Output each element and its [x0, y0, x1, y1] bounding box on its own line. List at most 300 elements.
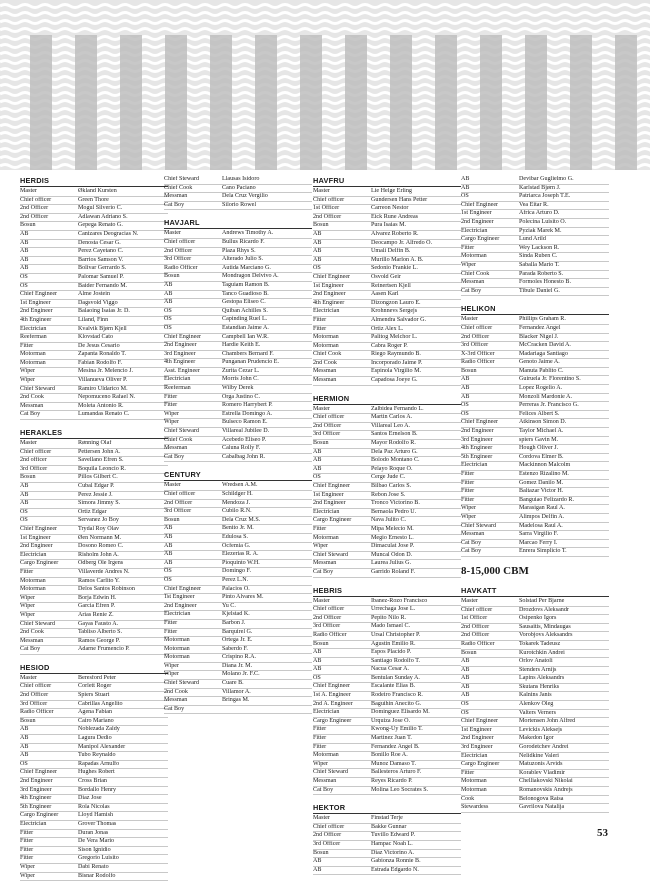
crew-name: Diana Jr. M.: [222, 662, 253, 669]
crew-row: [313, 615, 461, 624]
crew-row: [20, 629, 168, 638]
crew-rank: Chief Steward: [164, 428, 200, 435]
crew-rank: Messman: [461, 531, 485, 538]
crew-rank: Messman: [164, 697, 188, 704]
crew-row: [461, 710, 609, 719]
crew-rank: 2nd Engineer: [20, 778, 53, 784]
crew-section: [20, 428, 168, 655]
crew-row: [461, 778, 609, 787]
crew-row: [313, 248, 461, 257]
crew-rank: Radio Officer: [461, 640, 495, 647]
crew-name: Deocampo Jr. Alfredo O.: [371, 239, 433, 246]
crew-rank: 2nd Officer: [20, 213, 49, 220]
crew-row: [20, 483, 168, 492]
crew-name: Munoz Damaso T.: [371, 760, 416, 767]
crew-row: [461, 202, 609, 211]
crew-name: Sausaitis, Mindaugas: [519, 623, 571, 630]
crew-row: [461, 787, 609, 796]
crew-rank: Wiper: [461, 505, 476, 512]
crew-name: Ramos Carlito Y.: [78, 577, 120, 584]
crew-rank: 3rd Officer: [313, 431, 341, 438]
crew-rank: Wiper: [164, 662, 179, 669]
crew-rank: Fitter: [461, 479, 475, 486]
crew-row: [20, 621, 168, 630]
crew-name: Barrios Samson V.: [78, 256, 124, 263]
crew-row: [20, 517, 168, 526]
crew-rank: Cat Boy: [461, 287, 482, 294]
crew-name: Vorobjovs Aleksandrs: [519, 632, 573, 639]
crew-rank: Motorman: [461, 253, 487, 260]
crew-name: Andrews Timothy A.: [222, 230, 274, 237]
crew-row: [461, 624, 609, 633]
crew-row: [20, 873, 168, 882]
crew-name: Gabionza Ronnie B.: [371, 858, 421, 865]
crew-rank: Electrician: [313, 508, 340, 515]
crew-row: [164, 359, 312, 368]
crew-row: [164, 291, 312, 300]
crew-row: [20, 855, 168, 864]
crew-rank: AB: [20, 752, 29, 759]
crew-row: [313, 265, 461, 274]
crew-name: Kalnins Janis: [519, 692, 552, 699]
crew-rank: Chief Engineer: [461, 201, 499, 208]
crew-name: Grover Thomas: [78, 820, 117, 827]
crew-rank: AB: [164, 299, 173, 306]
crew-rank: Chief Steward: [313, 551, 349, 558]
crew-row: [164, 316, 312, 325]
crew-row: [313, 623, 461, 632]
crew-row: [313, 509, 461, 518]
crew-row: [20, 360, 168, 369]
crew-row: [164, 308, 312, 317]
crew-rank: 2nd Officer: [20, 205, 49, 212]
crew-rank: Cargo Engineer: [461, 236, 500, 243]
crew-row: [164, 419, 312, 428]
crew-name: Liland, Finn: [78, 316, 109, 323]
crew-name: Dela Cruz M.S.: [222, 516, 261, 523]
crew-rank: 1st Engineer: [313, 491, 344, 498]
crew-name: Odberg Ole Irgens: [78, 560, 124, 567]
crew-name: Plaza Rhys S.: [222, 247, 256, 254]
crew-name: Silorio Rowel: [222, 201, 257, 208]
crew-row: [20, 795, 168, 804]
crew-row: [20, 509, 168, 518]
crew-rank: 2nd A. Engineer: [313, 700, 353, 707]
crew-rank: Cargo Engineer: [20, 560, 59, 567]
crew-name: Ibanez-Rozo Francisco: [371, 597, 428, 604]
crew-row: [313, 474, 461, 483]
crew-row: [20, 308, 168, 317]
crew-name: Lapins Aleksandrs: [519, 675, 565, 682]
crew-rank: OS: [20, 760, 28, 767]
crew-rank: Motorman: [20, 359, 46, 366]
crew-name: Baider Fernando M.: [78, 282, 128, 289]
crew-section: [313, 803, 461, 875]
crew-row: [461, 658, 609, 667]
crew-row: [313, 718, 461, 727]
crew-name: Monzoli Mardonie A.: [519, 393, 572, 400]
crew-name: Benito Jr. M.: [222, 525, 254, 532]
crew-name: Pillos Gilbert C.: [78, 474, 118, 481]
crew-rank: AB: [164, 290, 173, 297]
crew-rank: Wiper: [20, 603, 35, 610]
crew-name: Trydal Roy Olav: [78, 525, 120, 532]
crew-row: [20, 726, 168, 735]
crew-rank: Cargo Engineer: [20, 812, 59, 819]
crew-row: [20, 188, 168, 197]
crew-row: [164, 568, 312, 577]
crew-row: [20, 744, 168, 753]
crew-rank: Fitter: [461, 769, 475, 776]
crew-rank: 2nd Officer: [313, 213, 342, 220]
crew-name: Bulseco Ramon E.: [222, 419, 268, 426]
crew-row: [164, 663, 312, 672]
crew-rank: 3rd Officer: [313, 840, 341, 847]
crew-name: Alenkov Oleg: [519, 701, 554, 708]
crew-rank: AB: [20, 230, 29, 237]
crew-row: [20, 500, 168, 509]
crew-row: [20, 274, 168, 283]
crew-name: Beresford Peter: [78, 674, 117, 681]
crew-rank: Cat Boy: [164, 453, 185, 460]
crew-rank: Fitter: [313, 325, 327, 332]
crew-name: Felices Albert S.: [519, 410, 560, 417]
crew-name: Hampac Noah L.: [371, 840, 413, 847]
crew-rank: 3rd Officer: [20, 465, 48, 472]
crew-name: Adlawan Adriano S.: [78, 213, 128, 220]
crew-row: [461, 351, 609, 360]
crew-name: Zalbidea Fernando L.: [371, 405, 424, 412]
crew-rank: Wiper: [461, 261, 476, 268]
crew-row: [313, 535, 461, 544]
crew-name: Crispino R.A.: [222, 654, 257, 661]
crew-rank: Cargo Engineer: [461, 761, 500, 768]
crew-row: [164, 265, 312, 274]
crew-row: [313, 752, 461, 761]
crew-row: [164, 629, 312, 638]
crew-name: Perez Cayetano C.: [78, 248, 124, 255]
crew-rank: OS: [164, 324, 172, 331]
crew-rank: AB: [313, 239, 322, 246]
crew-rank: Master: [164, 482, 181, 489]
crew-name: De Jesus Cesario: [78, 342, 120, 349]
crew-name: Reyes Ricardo P.: [371, 778, 413, 784]
crew-name: Wredsen A.M.: [222, 482, 258, 489]
crew-row: [20, 603, 168, 612]
crew-rank: 4th Engineer: [164, 359, 196, 366]
crew-rank: Cat Boy: [461, 548, 482, 555]
crew-name: Saberdo F.: [222, 645, 248, 652]
crew-row: [20, 386, 168, 395]
crew-rank: Electrician: [461, 227, 488, 234]
ship-name: CENTURY: [164, 470, 312, 481]
crew-name: Ballesteros Arturo F.: [371, 769, 422, 776]
crew-name: Martin Carlos A.: [371, 414, 413, 421]
crew-name: Savellano Efren S.: [78, 457, 124, 464]
crew-name: Villaverde Andres N.: [78, 568, 130, 575]
crew-row: [461, 402, 609, 411]
crew-name: Almendra Salvador G.: [371, 316, 426, 323]
crew-row: [313, 701, 461, 710]
crew-name: Tokarek Tadeusz: [519, 640, 561, 647]
crew-row: [313, 414, 461, 423]
crew-name: Kjelstad K.: [222, 611, 250, 618]
crew-rank: 3rd Officer: [313, 623, 341, 630]
crew-rank: Messman: [20, 637, 44, 644]
crew-row: [461, 262, 609, 271]
crew-rank: AB: [164, 281, 173, 288]
crew-name: Baguihin Anecito G.: [371, 700, 422, 707]
crew-name: Estrada Edgardo N.: [371, 866, 419, 873]
crew-row: [313, 351, 461, 360]
crew-rank: Wiper: [164, 410, 179, 417]
crew-row: [313, 632, 461, 641]
crew-name: Mortensen John Alfred: [519, 718, 576, 725]
crew-rank: Chief officer: [461, 324, 493, 331]
crew-rank: 3rd Officer: [20, 700, 48, 707]
crew-name: Orga Justino C.: [222, 393, 260, 400]
crew-name: Øen Normann M.: [78, 534, 122, 541]
crew-rank: Chief Cook: [164, 184, 193, 191]
crew-section: [313, 176, 461, 386]
crew-row: [313, 360, 461, 369]
crew-name: Skutans Henriks: [519, 683, 560, 690]
crew-rank: OS: [461, 410, 469, 417]
crew-column-3: [313, 176, 461, 883]
crew-name: Ursal Christopher P.: [371, 631, 421, 638]
crew-row: [313, 649, 461, 658]
crew-row: [313, 560, 461, 569]
crew-name: Mogul Silverio C.: [78, 205, 123, 212]
crew-name: Bentulan Sunday A.: [371, 674, 420, 681]
crew-row: [20, 578, 168, 587]
crew-row: [20, 847, 168, 856]
crew-rank: 2nd Officer: [313, 832, 342, 839]
crew-row: [313, 440, 461, 449]
crew-rank: AB: [20, 743, 29, 750]
crew-rank: AB: [313, 248, 322, 255]
crew-row: [313, 858, 461, 867]
crew-row: [20, 257, 168, 266]
crew-rank: Fitter: [20, 838, 34, 845]
crew-name: Sedonio Frankie L.: [371, 265, 418, 272]
crew-name: Pioquinto W.H.: [222, 559, 260, 566]
crew-name: Manipol Alexander: [78, 743, 126, 750]
crew-row: [20, 368, 168, 377]
crew-name: Estandian Jaime A.: [222, 324, 269, 331]
crew-rank: OS: [20, 508, 28, 515]
crew-name: Dela Paz Arturo G.: [371, 448, 418, 455]
crew-rank: Chief Steward: [20, 385, 56, 392]
crew-rank: AB: [313, 465, 322, 472]
crew-name: Karlstad Bjørn J.: [519, 184, 561, 191]
crew-rank: 2nd Engineer: [164, 602, 197, 609]
ship-name: HAVJARL: [164, 218, 312, 229]
crew-rank: Motorman: [461, 787, 487, 793]
crew-name: Cabrillas Angelito: [78, 700, 123, 707]
crew-name: Atkinson Simon D.: [519, 419, 567, 426]
crew-name: Lopez Rogelio A.: [519, 385, 563, 392]
crew-row: [20, 804, 168, 813]
crew-rank: 1st A. Engineer: [313, 692, 351, 699]
crew-name: Aasen Karl: [371, 291, 399, 298]
crew-row: [461, 505, 609, 514]
crew-name: Autida Marciano G.: [222, 264, 271, 271]
crew-rank: Master: [20, 674, 37, 681]
crew-name: Tubo Reynaldo: [78, 752, 116, 759]
crew-name: Cabra Roger P.: [371, 342, 408, 349]
crew-row: [461, 735, 609, 744]
crew-name: Duran Jonas: [78, 829, 109, 836]
crew-name: Canizares Deogracias N.: [78, 230, 139, 237]
crew-name: Økland Kursten: [78, 188, 117, 194]
crew-row: [313, 406, 461, 415]
crew-name: Garcia Efren P.: [78, 603, 116, 610]
crew-name: Incorporado Jaime P.: [371, 359, 423, 366]
crew-rank: 2nd Officer: [20, 692, 49, 699]
crew-rank: Cat Boy: [461, 539, 482, 546]
crew-name: Agena Fabian: [78, 709, 113, 716]
crew-rank: Bosun: [313, 440, 329, 447]
crew-row: [164, 230, 312, 239]
crew-name: Rodeiro Francisco R.: [371, 692, 423, 699]
crew-rank: 3rd Engineer: [461, 436, 493, 443]
crew-row: [20, 317, 168, 326]
crew-name: Bringas M.: [222, 697, 250, 704]
crew-rank: Wiper: [20, 594, 35, 601]
crew-row: [461, 684, 609, 693]
crew-rank: OS: [164, 568, 172, 575]
crew-row: [20, 864, 168, 873]
crew-rank: Wiper: [20, 611, 35, 618]
crew-name: Romanovskis Andrejs: [519, 787, 573, 793]
crew-name: Gavrilova Natalija: [519, 804, 565, 811]
crew-name: Villamor A.: [222, 688, 251, 695]
crew-name: Nacua Cesar A.: [371, 666, 410, 673]
crew-rank: Motorman: [313, 534, 339, 541]
crew-name: Kwong-Uy Emilio T.: [371, 726, 423, 733]
crew-rank: Master: [164, 230, 181, 237]
crew-row: [313, 735, 461, 744]
crew-row: [20, 595, 168, 604]
crew-rank: Electrician: [313, 709, 340, 716]
crew-name: Villanueva Oliver P.: [78, 377, 128, 384]
crew-name: Molano Jr. F.C.: [222, 671, 260, 678]
crew-row: [20, 248, 168, 257]
crew-row: [20, 343, 168, 352]
crew-name: Taguiam Ramon B.: [222, 281, 270, 288]
crew-rank: Motorman: [313, 334, 339, 341]
crew-rank: OS: [461, 402, 469, 409]
ship-name: HESIOD: [20, 663, 168, 674]
crew-name: Agustin Emilio R.: [371, 640, 416, 647]
crew-row: [20, 812, 168, 821]
crew-rank: OS: [20, 273, 28, 280]
crew-row: [461, 692, 609, 701]
crew-rank: Bosun: [164, 273, 180, 280]
crew-section: [164, 470, 312, 714]
crew-name: Phillips Graham R.: [519, 316, 566, 323]
crew-name: Banguiao Felizardo R.: [519, 496, 575, 503]
crew-row: [313, 867, 461, 876]
crew-row: [461, 796, 609, 805]
crew-name: Umali Delfin B.: [371, 248, 411, 255]
crew-row: [20, 692, 168, 701]
crew-row: [313, 197, 461, 206]
crew-rank: AB: [313, 457, 322, 464]
crew-name: Gestopa Eliseo C.: [222, 299, 266, 306]
crew-row: [20, 646, 168, 655]
crew-rank: Chief officer: [20, 196, 52, 203]
crew-name: Gomez Danilo M.: [519, 479, 564, 486]
crew-name: Gundersen Hans Petter: [371, 196, 428, 203]
crew-row: [20, 821, 168, 830]
crew-row: [164, 603, 312, 612]
crew-row: [313, 257, 461, 266]
crew-rank: OS: [461, 701, 469, 708]
crew-name: Cubal Edgar P.: [78, 483, 115, 489]
crew-rank: 5th Engineer: [461, 453, 493, 460]
crew-row: [313, 492, 461, 501]
crew-row: [461, 675, 609, 684]
crew-row: [164, 282, 312, 291]
crew-row: [20, 205, 168, 214]
ship-name: HERAKLES: [20, 428, 168, 439]
crew-rank: Bosun: [164, 516, 180, 523]
wave-pattern-banner: [0, 0, 650, 170]
crew-row: [461, 488, 609, 497]
crew-row: [20, 492, 168, 501]
crew-row: [164, 248, 312, 257]
crew-name: Espinola Virgilio M.: [371, 368, 422, 375]
crew-row: [164, 185, 312, 194]
crew-section: [461, 304, 609, 557]
crew-rank: 2nd Cook: [164, 688, 188, 695]
crew-row: [313, 526, 461, 535]
crew-name: Santiago Rodolfo T.: [371, 657, 421, 664]
crew-rank: Cook: [461, 795, 475, 802]
crew-name: Mipa Melecio M.: [371, 525, 414, 532]
crew-row: [313, 726, 461, 735]
crew-name: Diaz Jose: [78, 795, 102, 802]
crew-row: [20, 735, 168, 744]
crew-rank: 2nd Officer: [313, 422, 342, 429]
crew-row: [313, 300, 461, 309]
crew-row: [20, 283, 168, 292]
crew-name: Alterado Julio S.: [222, 256, 264, 263]
crew-rank: Fitter: [20, 829, 34, 836]
crew-rank: Wiper: [461, 513, 476, 520]
crew-row: [313, 552, 461, 561]
crew-row: [20, 300, 168, 309]
crew-name: Villareal Jubilee D.: [222, 428, 270, 435]
crew-rank: 1st Engineer: [164, 594, 195, 601]
crew-name: Noblezada Zaldy: [78, 726, 120, 733]
crew-name: Mackinnon Malcolm: [519, 462, 571, 469]
crew-rank: Chief Engineer: [313, 683, 351, 690]
crew-name: Diaz Victorino A.: [371, 849, 415, 856]
crew-rank: Chief Engineer: [313, 483, 351, 489]
crew-rank: Chief officer: [313, 606, 345, 613]
crew-rank: Chief Engineer: [20, 525, 58, 532]
crew-name: Marasigan Raul A.: [519, 505, 565, 512]
crew-row: [461, 615, 609, 624]
crew-row: [461, 753, 609, 762]
crew-name: Ramos George P.: [78, 637, 121, 644]
crew-row: [313, 283, 461, 292]
crew-row: [461, 394, 609, 403]
crew-rank: Radio Officer: [164, 264, 198, 271]
